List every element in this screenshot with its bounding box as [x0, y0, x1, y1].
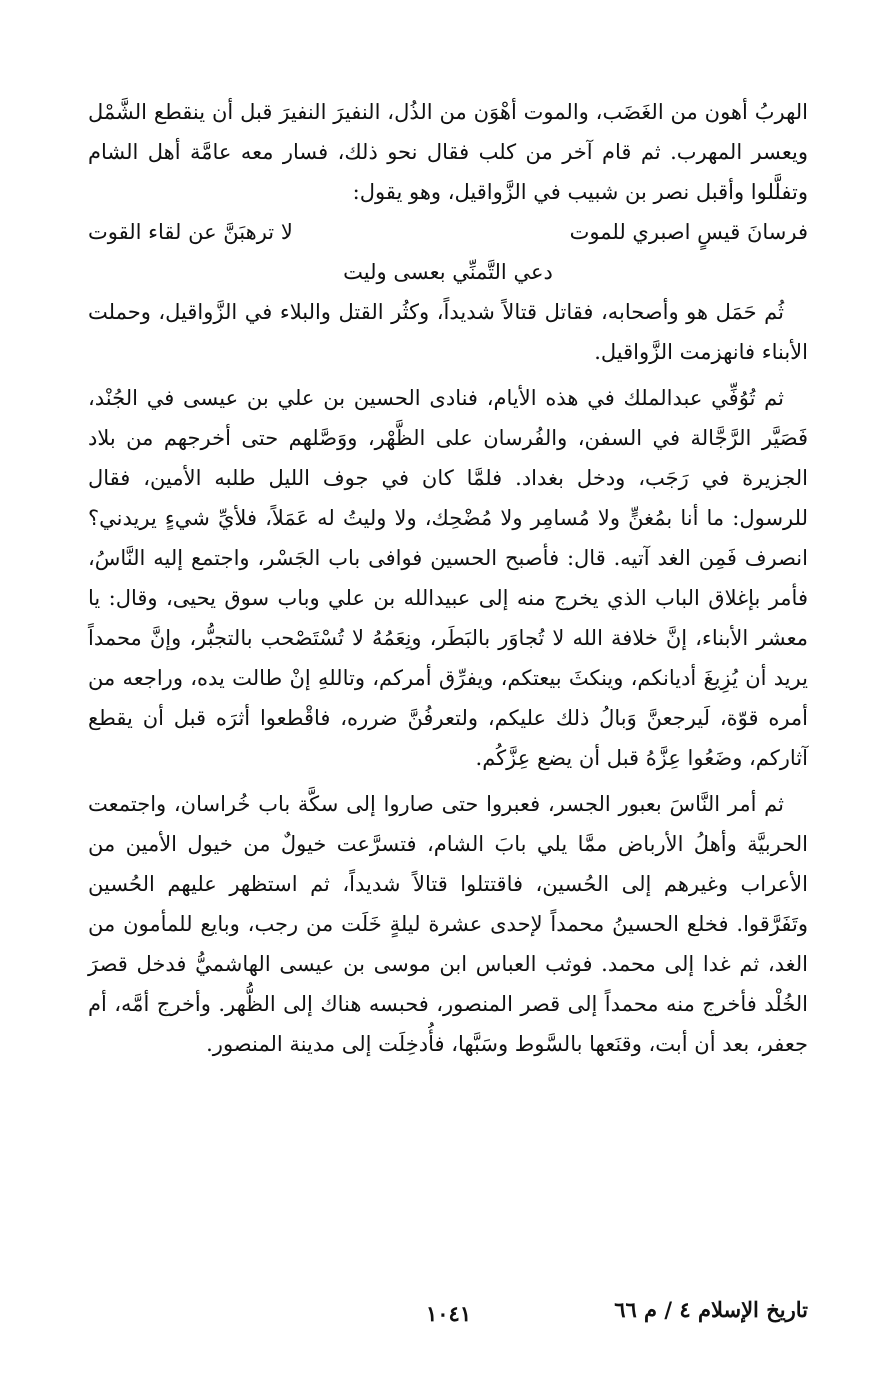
paragraph-crossing-bridge: ثم أمر النَّاسَ بعبور الجسر، فعبروا حتى صاروا إلى سكَّة باب خُراسان، واجتمعت الحربيَّة وأهلُ الأرباض ممَّا يلي بابَ الشام، فتسرَّعت خيولٌ من خيول الأمين من الأعراب وغيرهم إلى الحُسين، فاقتتلوا قتالاً شديداً، ثم استظهر عليهم الحُسين وتَفَرَّقوا. فخلع الحسينُ محمداً لإحدى عشرة ليلةٍ خَلَت من رجب، وبايع للمأمون من الغد، ثم غدا إلى محمد. فوثب العباس ابن موسى بن عيسى الهاشميُّ فدخل قصرَ الخُلْد فأخرج منه محمداً إلى قصر المنصور، فحبسه هناك إلى الظُّهر. وأخرج أمَّه، أم جعفر، بعد أن أبت، وقنَعها بالسَّوط وسَبَّها، فأُدخِلَت إلى مدينة المنصور. — [88, 792, 808, 1056]
paragraph-battle: ثُم حَمَل هو وأصحابه، فقاتل قتالاً شديداً، وكثُر القتل والبلاء في الزَّواقيل، وحملت الأبناء فانهزمت الزَّواقيل. — [88, 300, 808, 364]
poetry-verse — [88, 212, 808, 252]
verse-first-hemistich: فرسانَ قيسٍ اصبري للموت — [569, 220, 808, 244]
opening-paragraph: الهربُ أهون من الغَضَب، والموت أهْوَن من الذُل، النفيرَ النفيرَ قبل أن ينقطع الشَّمْل ويعسر المهرب. ثم قام آخر من كلب فقال نحو ذلك، فسار معه عامَّة أهل الشام وتفلَّلوا وأقبل نصر بن شبيب في الزَّواقيل، وهو يقول: — [88, 100, 808, 204]
verse-continuation: دعي التَّمنِّي بعسى وليت — [343, 260, 553, 284]
page-footer — [88, 1290, 808, 1330]
main-text — [88, 92, 808, 1064]
verse-second-hemistich: لا ترهبَنَّ عن لقاء القوت — [88, 220, 293, 244]
paragraph-husayn-speech: ثم تُوُفِّي عبدالملك في هذه الأيام، فنادى الحسين بن علي بن عيسى في الجُنْد، فَصَيَّر الرَّجَّالة في السفن، والفُرسان على الظَّهْر، ووَصَّلهم حتى أخرجهم من بلاد الجزيرة في رَجَب، ودخل بغداد. فلمَّا كان في جوف الليل طلبه الأمين، فقال للرسول: ما أنا بمُغنٍّ ولا مُسامِر ولا مُضْحِك، ولا وليتُ له عَمَلاً، فلأيِّ شيءٍ يريدني؟ انصرف فَمِن الغد آتيه. قال: فأصبح الحسين فوافى باب الجَسْر، واجتمع إليه النَّاسُ، فأمر بإغلاق الباب الذي يخرج منه إلى عبيدالله بن علي وباب سوق يحيى، وقال: يا معشر الأبناء، إنَّ خلافة الله لا تُجاوَر بالبَطَر، ونِعَمُهُ لا تُسْتَصْحب بالتجبُّر، وإنَّ محمداً يريد أن يُزِيغَ أديانكم، وينكثَ بيعتكم، ويفرِّق أمركم، وتاللهِ إنْ طالت يده، وراجعه من أمره قوّة، لَيرجعنَّ وَبالُ ذلك عليكم، ولتعرفُنَّ ضرره، فاقْطعوا أثرَه قبل أن يقطع آثاركم، وضَعُوا عِزَّهُ قبل أن يضع عِزَّكُم. — [88, 386, 808, 770]
page-number: ١٠٤١ — [426, 1301, 472, 1326]
book-title-signature: تاريخ الإسلام ٤ / م ٦٦ — [614, 1297, 808, 1322]
